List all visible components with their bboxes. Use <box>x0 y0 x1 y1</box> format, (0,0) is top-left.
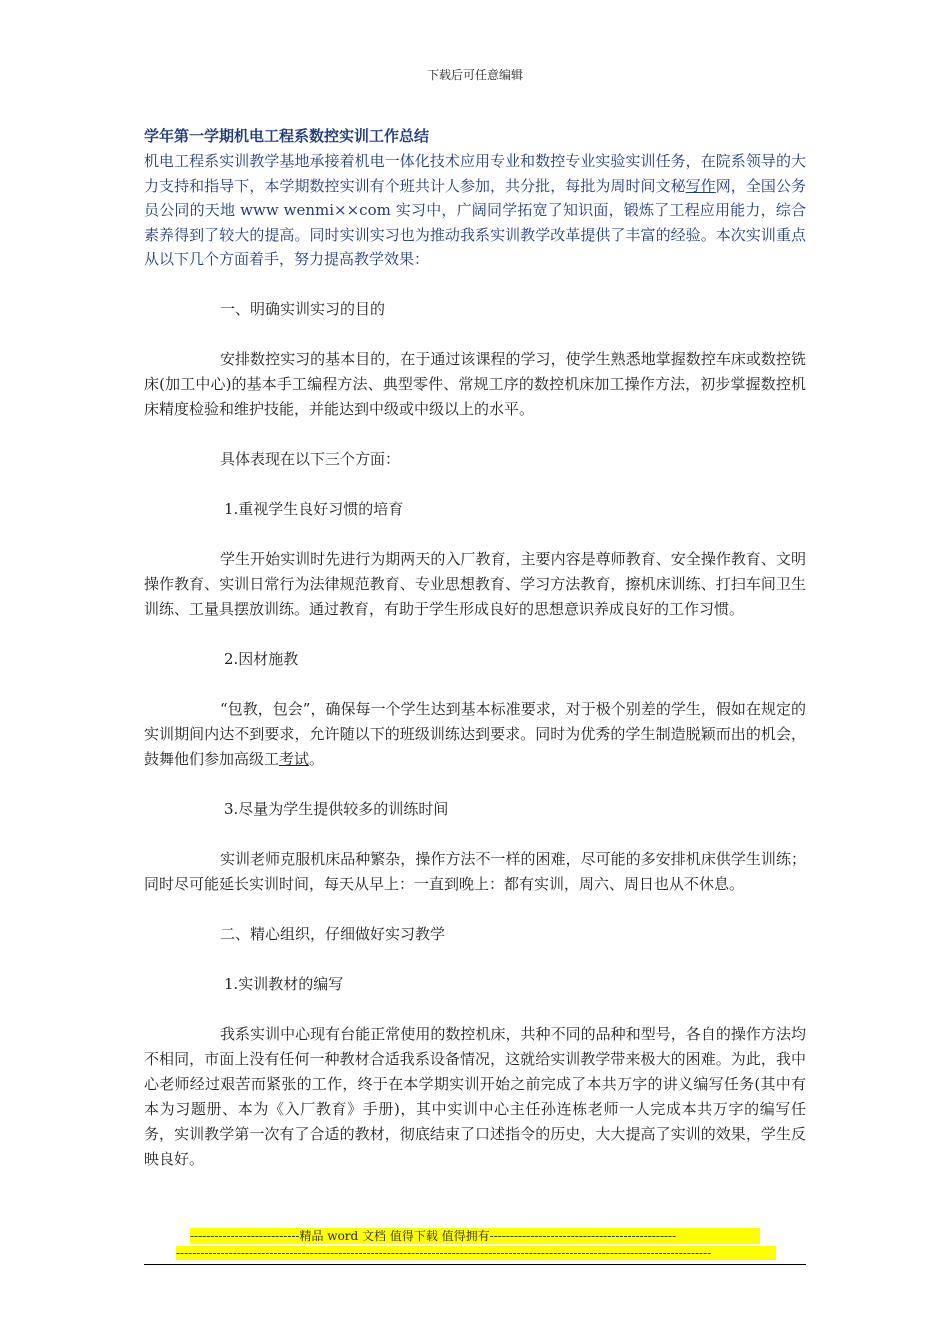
intro-paragraph <box>144 149 806 272</box>
document-title: 学年第一学期机电工程系数控实训工作总结 <box>144 127 430 145</box>
item2-text-2: 。 <box>309 749 325 768</box>
footer-banner-line-1: ---------------------------精品 word 文档 值得下载 值得拥有---------------------------------------------- <box>190 1228 760 1244</box>
item2-text-1: “包教，包会”，确保每一个学生达到基本标准要求，对于极个别差的学生，假如在规定的实训期间内达不到要求，允许随以下的班级训练达到要求。同时为优秀的学生制造脱颖而出的机会，鼓舞他们参加高级工 <box>144 699 806 768</box>
section1-paragraph-2: 具体表现在以下三个方面： <box>220 449 401 468</box>
intro-text-2: 网，全国公务员公同的天地 www wenmi××com 实习中，广阔同学拓宽了知识面，锻炼了工程应用能力，综合素养得到了较大的提高。同时实训实习也为推动我系实训教学改革提供了丰富的经验。本次实训重点从以下几个方面着手，努力提高教学效果： <box>144 176 806 268</box>
intro-text-1: 机电工程系实训教学基地承接着机电一体化技术应用专业和数控专业实验实训任务，在院系领导的大力支持和指导下，本学期数控实训有个班共计人参加，共分批，每批为周时间文秘 <box>144 152 806 195</box>
footer-divider <box>144 1264 806 1265</box>
item3-paragraph: 实训老师克服机床品种繁杂，操作方法不一样的困难，尽可能的多安排机床供学生训练；同时尽可能延长实训时间，每天从早上：一直到晚上：都有实训，周六、周日也从不休息。 <box>144 849 806 893</box>
document-body <box>144 124 806 1172</box>
exam-link[interactable]: 考试 <box>279 749 310 768</box>
item4-paragraph: 我系实训中心现有台能正常使用的数控机床，共种不同的品种和型号，各自的操作方法均不相同，市面上没有任何一种教材合适我系设备情况，这就给实训教学带来极大的困难。为此，我中心老师经过艰苦而紧张的工作，终于在本学期实训开始之前完成了本共万字的讲义编写任务(其中有本为习题册、本为《入厂教育》手册)，其中实训中心主任孙连栋老师一人完成本共万字的编写任务，实训教学第一次有了合适的教材，彻底结束了口述指令的历史，大大提高了实训的效果，学生反映良好。 <box>144 1024 806 1168</box>
item3-heading: 3.尽量为学生提供较多的训练时间 <box>224 799 449 818</box>
section1-heading: 一、明确实训实习的目的 <box>220 299 386 318</box>
section1-paragraph-1: 安排数控实习的基本目的，在于通过该课程的学习，使学生熟悉地掌握数控车床或数控铣床(加工中心)的基本手工编程方法、典型零件、常规工序的数控机床加工操作方法，初步掌握数控机床精度检验和维护技能，并能达到中级或中级以上的水平。 <box>144 349 806 418</box>
writing-link[interactable]: 写作 <box>685 176 716 195</box>
page-header: 下载后可任意编辑 <box>426 68 523 82</box>
item1-heading: 1.重视学生良好习惯的培育 <box>224 499 404 518</box>
item4-heading: 1.实训教材的编写 <box>224 974 344 993</box>
section2-heading: 二、精心组织，仔细做好实习教学 <box>220 924 446 943</box>
item2-paragraph <box>144 697 806 772</box>
item1-paragraph: 学生开始实训时先进行为期两天的入厂教育，主要内容是尊师教育、安全操作教育、文明操作教育、实训日常行为法律规范教育、专业思想教育、学习方法教育，擦机床训练、打扫车间卫生训练、工量具摆放训练。通过教育，有助于学生形成良好的思想意识养成良好的工作习惯。 <box>144 549 806 618</box>
item2-heading: 2.因材施教 <box>224 649 299 668</box>
footer-banner-line-2: ------------------------------------------------------------------------------------------------------------------------------------ <box>176 1246 776 1260</box>
